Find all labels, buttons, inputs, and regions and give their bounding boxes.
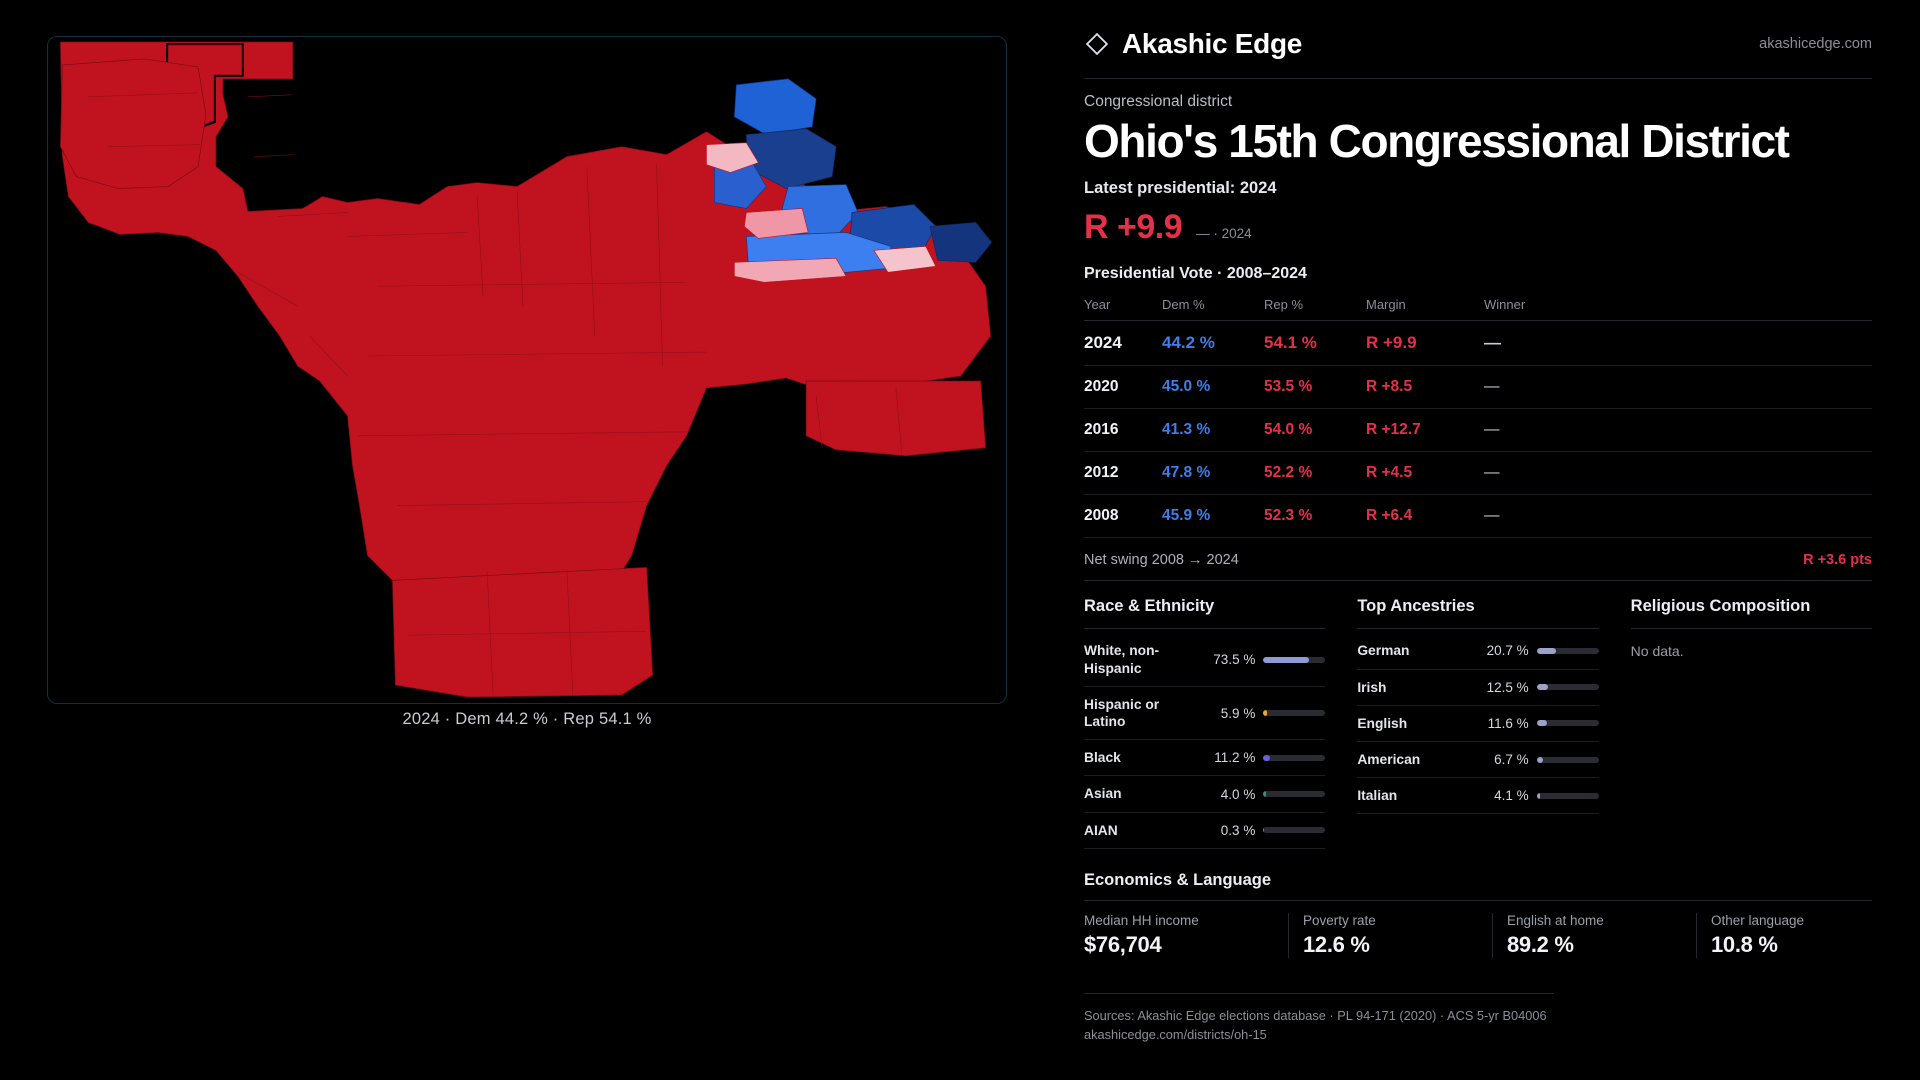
ancestry-value: 6.7 % [1494, 752, 1529, 768]
latest-presidential-label: Latest presidential: 2024 [1084, 179, 1277, 198]
footer-sources: Sources: Akashic Edge elections database · PL 94-171 (2020) · ACS 5-yr B04006 [1084, 1007, 1547, 1023]
demographics-grid [1084, 597, 1872, 849]
column-margin: Margin [1366, 291, 1484, 321]
precinct-republican-east [806, 381, 985, 456]
stat-label: English at home [1507, 912, 1604, 928]
net-swing-label: Net swing 2008 → 2024 [1084, 552, 1239, 569]
race-label: White, non-Hispanic [1084, 643, 1160, 676]
race-label: Hispanic or Latino [1084, 696, 1160, 729]
race-value: 73.5 % [1213, 652, 1256, 668]
race-ethnicity-column [1084, 597, 1325, 849]
ancestry-value: 11.6 % [1487, 715, 1529, 731]
cell-rep: 53.5 % [1264, 366, 1366, 409]
table-row[interactable] [1084, 409, 1872, 452]
list-item [1084, 776, 1325, 812]
cell-dem: 47.8 % [1162, 452, 1264, 495]
diamond-outline-icon [1084, 31, 1110, 57]
ancestry-value: 20.7 % [1486, 643, 1529, 659]
cell-rep: 52.2 % [1264, 452, 1366, 495]
footer [1084, 993, 1872, 1044]
table-row[interactable] [1084, 452, 1872, 495]
stat-card [1288, 913, 1464, 958]
table-row[interactable] [1084, 495, 1872, 538]
ancestry-bar [1537, 684, 1599, 690]
ancestries-title: Top Ancestries [1357, 597, 1475, 616]
cell-winner: — [1484, 495, 1872, 538]
headline-margin [1084, 208, 1872, 247]
race-bar [1263, 791, 1325, 797]
cell-margin: R +9.9 [1366, 321, 1484, 366]
cell-margin: R +4.5 [1366, 452, 1484, 495]
data-panel [1040, 0, 1920, 1080]
race-value: 0.3 % [1220, 822, 1256, 838]
stat-value: $76,704 [1084, 931, 1162, 957]
stat-label: Poverty rate [1303, 912, 1376, 928]
ancestry-value: 12.5 % [1486, 679, 1529, 695]
column-winner: Winner [1484, 291, 1872, 321]
cell-rep: 54.0 % [1264, 409, 1366, 452]
cell-winner: — [1484, 452, 1872, 495]
cell-year: 2012 [1084, 452, 1162, 495]
race-bar [1263, 827, 1325, 833]
economics-title: Economics & Language [1084, 870, 1272, 889]
page-kicker: Congressional district [1084, 93, 1233, 110]
column-dem: Dem % [1162, 291, 1264, 321]
ancestry-label: English [1357, 715, 1408, 731]
race-value: 11.2 % [1214, 750, 1256, 766]
cell-year: 2008 [1084, 495, 1162, 538]
table-header-row [1084, 291, 1872, 321]
net-swing-value: R +3.6 pts [1803, 552, 1872, 569]
race-divider [1084, 628, 1325, 629]
cell-winner: — [1484, 321, 1872, 366]
ancestry-label: Irish [1357, 679, 1387, 695]
race-value: 4.0 % [1220, 786, 1256, 802]
list-item [1357, 706, 1598, 742]
cell-dem: 41.3 % [1162, 409, 1264, 452]
precinct-republican-south [392, 567, 652, 697]
footer-divider [1084, 993, 1554, 994]
race-value: 5.9 % [1220, 705, 1256, 721]
page-title: Ohio's 15th Congressional District [1084, 115, 1789, 167]
religion-empty-state: No data. [1630, 643, 1684, 660]
list-item [1084, 633, 1325, 686]
cell-rep: 52.3 % [1264, 495, 1366, 538]
cell-dem: 45.9 % [1162, 495, 1264, 538]
column-year: Year [1084, 291, 1162, 321]
district-map-svg [48, 37, 1006, 703]
stat-label: Median HH income [1084, 912, 1199, 928]
ancestries-column [1357, 597, 1598, 849]
ancestry-label: Italian [1357, 788, 1398, 804]
stat-card [1492, 913, 1668, 958]
ancestry-bar [1537, 757, 1599, 763]
brand-left [1084, 28, 1302, 60]
list-item [1084, 740, 1325, 776]
list-item [1357, 633, 1598, 669]
religion-divider [1631, 628, 1872, 629]
economics-grid [1084, 913, 1872, 958]
cell-winner: — [1484, 409, 1872, 452]
table-row[interactable] [1084, 366, 1872, 409]
ancestry-bar [1537, 720, 1599, 726]
cell-year: 2024 [1084, 321, 1162, 366]
ancestry-value: 4.1 % [1494, 788, 1529, 804]
table-row[interactable] [1084, 321, 1872, 366]
results-section-title: Presidential Vote · 2008–2024 [1084, 265, 1307, 283]
economics-divider [1084, 900, 1872, 901]
race-bar [1263, 710, 1325, 716]
ancestry-divider [1357, 628, 1598, 629]
list-item [1357, 742, 1598, 778]
stat-card [1696, 913, 1872, 958]
district-map[interactable] [47, 36, 1007, 704]
brand-name: Akashic Edge [1122, 28, 1303, 59]
religion-title: Religious Composition [1630, 597, 1811, 616]
ancestry-bar [1537, 648, 1599, 654]
race-bar [1263, 657, 1325, 663]
presidential-results-table [1084, 291, 1872, 538]
net-swing-row [1084, 552, 1872, 581]
list-item [1357, 670, 1598, 706]
column-rep: Rep % [1264, 291, 1366, 321]
race-label: Asian [1084, 786, 1122, 802]
ancestry-bar [1537, 793, 1599, 799]
race-label: AIAN [1084, 822, 1118, 838]
cell-year: 2020 [1084, 366, 1162, 409]
cell-margin: R +12.7 [1366, 409, 1484, 452]
race-label: Black [1084, 750, 1121, 766]
stat-label: Other language [1711, 912, 1805, 928]
religion-column [1631, 597, 1872, 849]
race-ethnicity-title: Race & Ethnicity [1084, 597, 1215, 616]
brand-url[interactable]: akashicedge.com [1759, 36, 1872, 52]
list-item [1357, 778, 1598, 814]
ancestry-label: German [1357, 643, 1410, 659]
precinct-republican-west [60, 59, 206, 189]
race-bar [1263, 755, 1325, 761]
stat-card [1084, 913, 1260, 958]
stat-value: 12.6 % [1303, 931, 1370, 957]
ancestry-label: American [1357, 752, 1421, 767]
list-item [1084, 687, 1325, 740]
cell-dem: 45.0 % [1162, 366, 1264, 409]
cell-dem: 44.2 % [1162, 321, 1264, 366]
stat-value: 10.8 % [1711, 931, 1778, 957]
headline-margin-sub: — · 2024 [1196, 226, 1252, 242]
list-item [1084, 813, 1325, 849]
footer-permalink[interactable]: akashicedge.com/districts/oh-15 [1084, 1026, 1267, 1042]
cell-year: 2016 [1084, 409, 1162, 452]
headline-margin-value: R +9.9 [1084, 208, 1183, 247]
cell-rep: 54.1 % [1264, 321, 1366, 366]
cell-margin: R +8.5 [1366, 366, 1484, 409]
cell-margin: R +6.4 [1366, 495, 1484, 538]
header-divider [1084, 78, 1872, 79]
cell-winner: — [1484, 366, 1872, 409]
brand-row [1084, 28, 1872, 60]
stat-value: 89.2 % [1507, 931, 1574, 957]
map-caption: 2024 · Dem 44.2 % · Rep 54.1 % [402, 710, 652, 728]
